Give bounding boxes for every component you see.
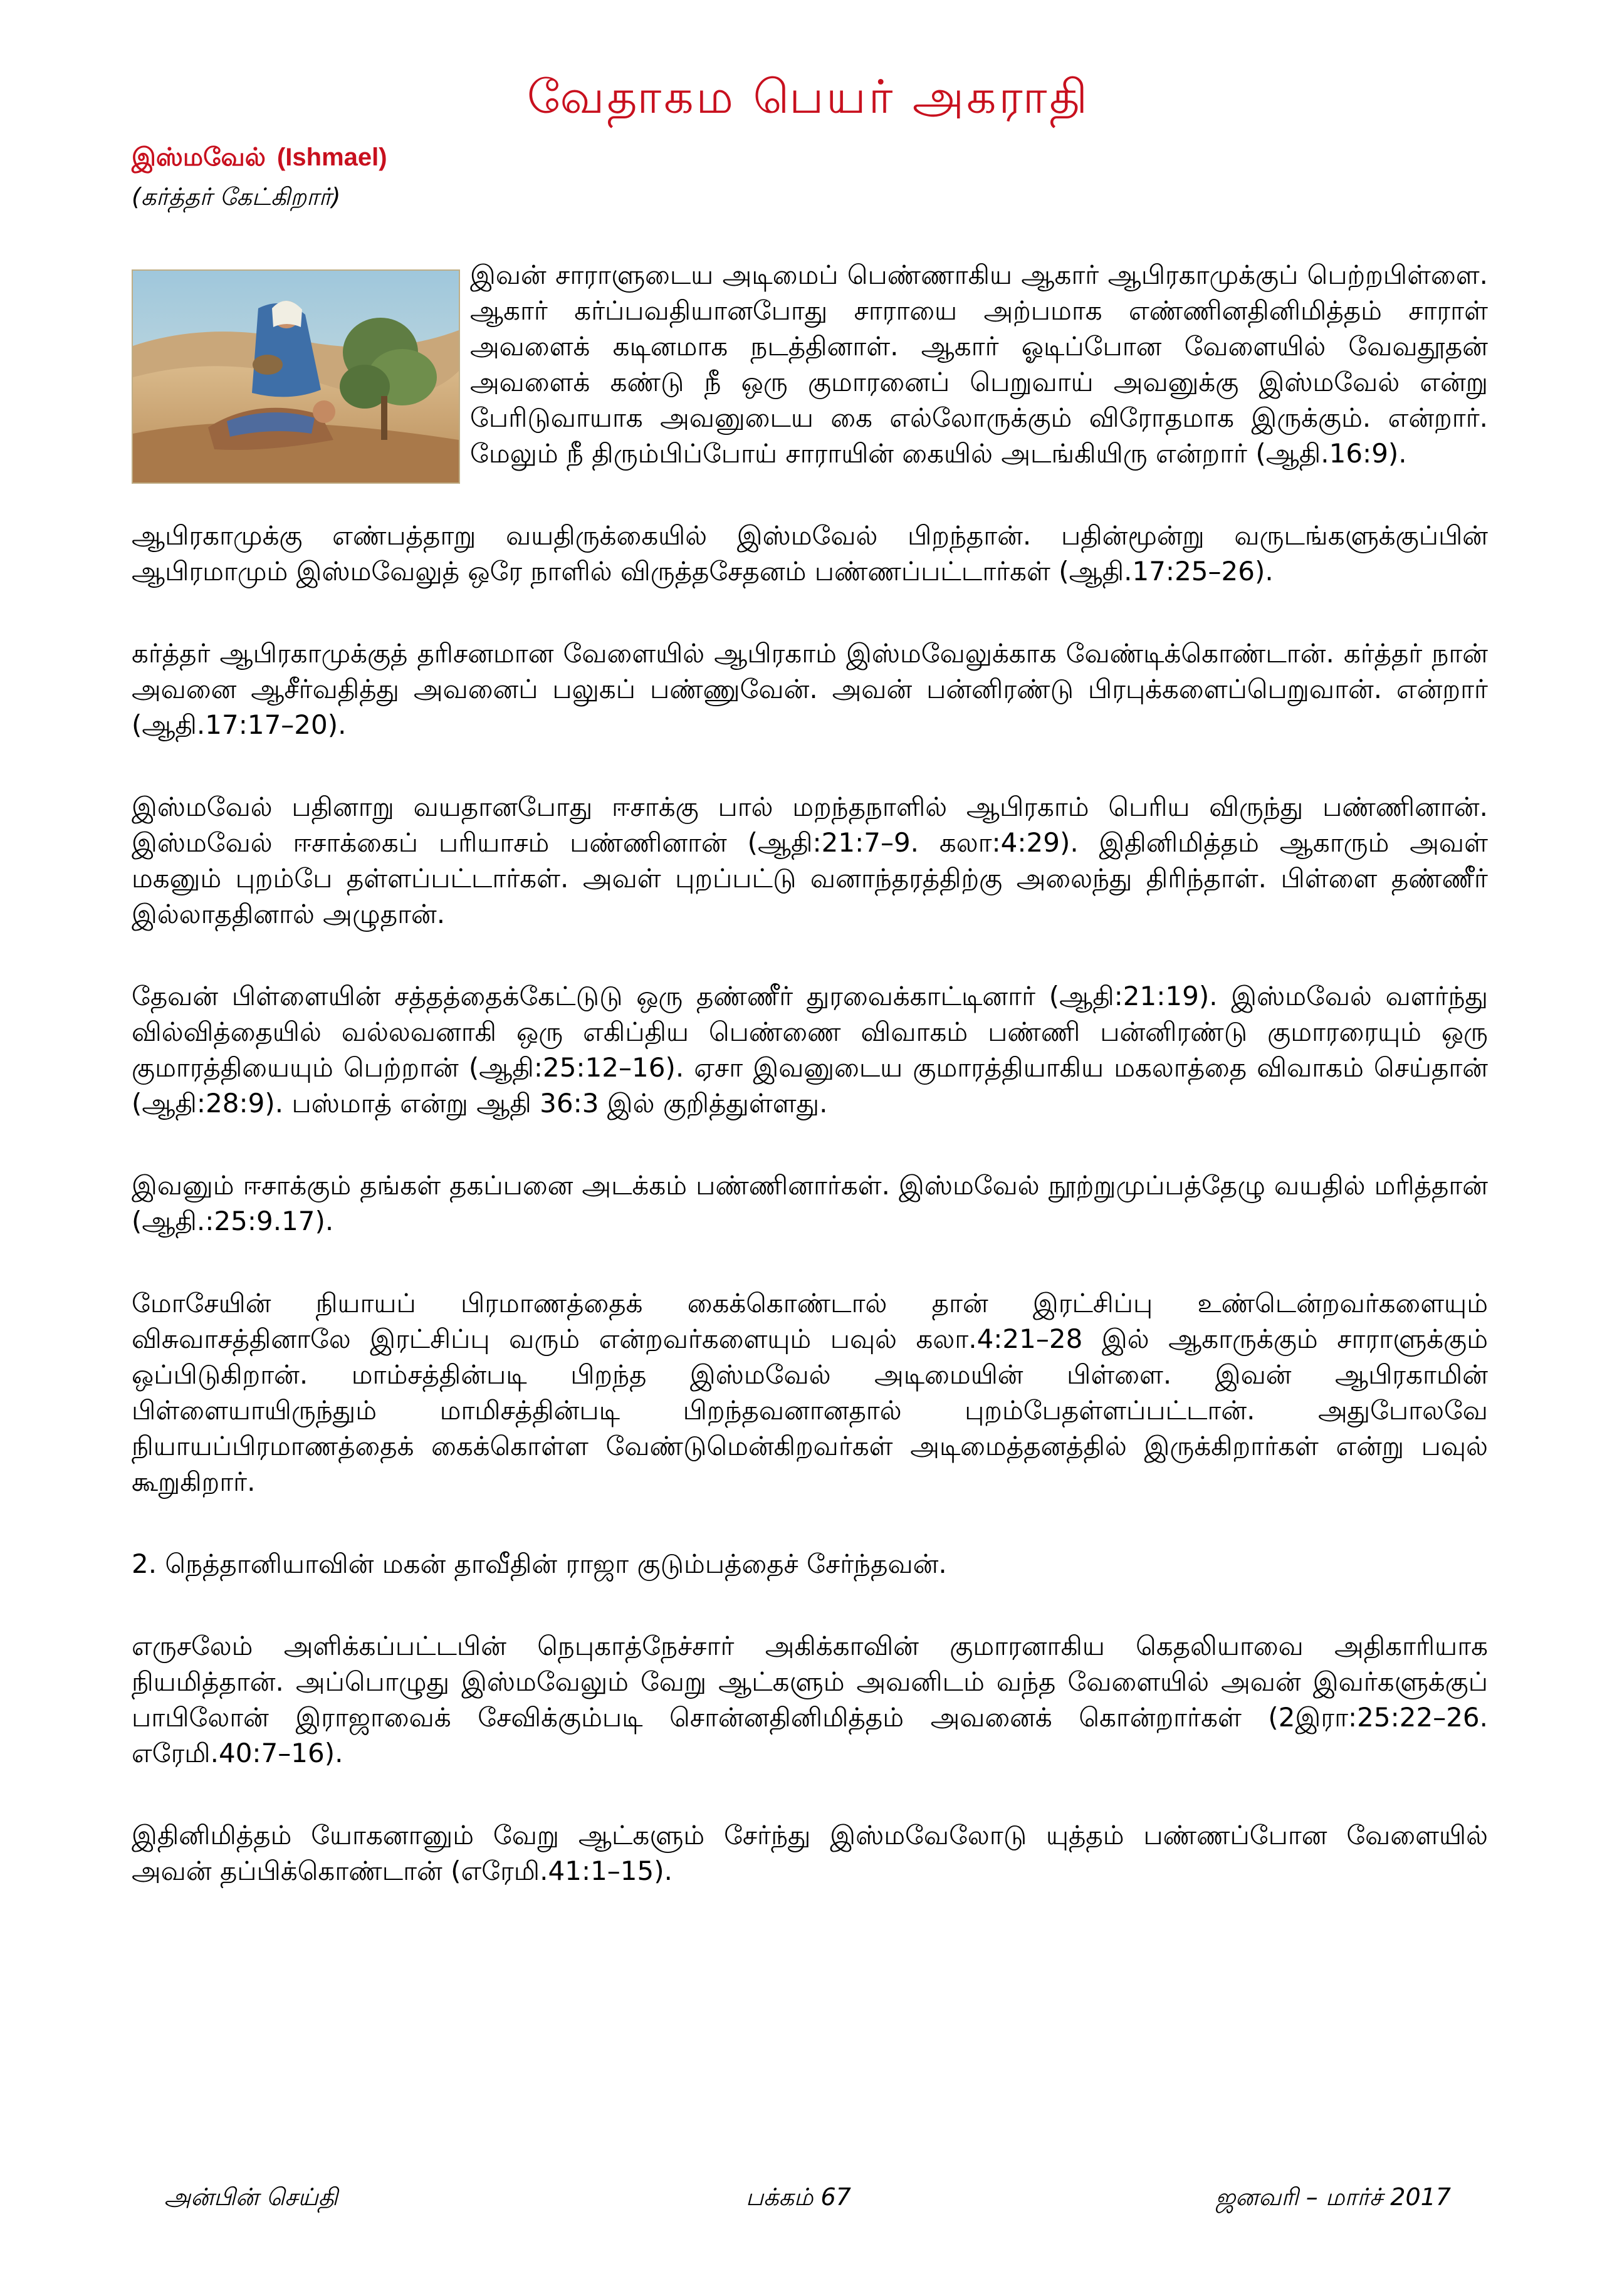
- paragraph-death: இவனும் ஈசாக்கும் தங்கள் தகப்பனை அடக்கம் பண்ணினார்கள். இஸ்மவேல் நூற்றுமுப்பத்தேழு வயதில் மரித்தான் (ஆதி.:25:9.17).: [132, 1170, 1488, 1236]
- article-body: [132, 257, 1488, 1935]
- paragraph-intro: இவன் சாராளுடைய அடிமைப் பெண்ணாகிய ஆகார் ஆபிரகாமுக்குப் பெற்றபிள்ளை. ஆகார் கர்ப்பவதியானபோது சாராயை அற்பமாக எண்ணினதினிமித்தம் சாராள் அவளைக் கடினமாக நடத்தினாள். ஆகார் ஓடிப்போன வேளையில் வேவதூதன் அவளைக் கண்டு நீ ஒரு குமாரனைப் பெறுவாய் அவனுக்கு இஸ்மவேல் என்று பேரிடுவாயாக அவனுடைய கை எல்லோருக்கும் விரோதமாக இருக்கும். என்றார். மேலும் நீ திரும்பிப்போய் சாராயின் கையில் அடங்கியிரு என்றார் (ஆதி.16:9).: [470, 259, 1488, 469]
- paragraph-gedaliah: எருசலேம் அளிக்கப்பட்டபின் நெபுகாத்நேச்சார் அகிக்காவின் குமாரனாகிய கெதலியாவை அதிகாரியாக நியமித்தான். அப்பொழுது இஸ்மவேலும் வேறு ஆட்களும் அவனிடம் வந்த வேளையில் அவன் இவர்களுக்குப் பாபிலோன் இராஜாவைக் சேவிக்கும்படி சொன்னதினிமித்தம் அவனைக் கொன்றார்கள் (2இரா:25:22–26. எரேமி.40:7–16).: [132, 1631, 1488, 1768]
- footer-page-number: பக்கம் 67: [746, 2183, 851, 2211]
- entry-name-english: (Ishmael): [276, 144, 387, 171]
- footer-issue-date: ஜனவரி – மார்ச் 2017: [1215, 2183, 1451, 2211]
- paragraph-johanan: இதினிமித்தம் யோகனானும் வேறு ஆட்களும் சேர்ந்து இஸ்மவேலோடு யுத்தம் பண்ணப்போன வேளையில் அவன் தப்பிக்கொண்டான் (எரேமி.41:1–15).: [132, 1820, 1488, 1886]
- paragraph-feast: இஸ்மவேல் பதினாறு வயதானபோது ஈசாக்கு பால் மறந்தநாளில் ஆபிரகாம் பெரிய விருந்து பண்ணினான். இஸ்மவேல் ஈசாக்கைப் பரியாசம் பண்ணினான் (ஆதி:21:7–9. கலா:4:29). இதினிமித்தம் ஆகாரும் அவள் மகனும் புறம்பே தள்ளப்பட்டார்கள். அவள் புறப்பட்டு வனாந்தரத்திற்கு அலைந்து திரிந்தாள். பிள்ளை தண்ணீர் இல்லாததினால் அழுதான்.: [132, 791, 1488, 929]
- paragraph-second-ishmael: 2. நெத்தானியாவின் மகன் தாவீதின் ராஜா குடும்பத்தைச் சேர்ந்தவன்.: [132, 1548, 947, 1579]
- paragraph-birth: ஆபிரகாமுக்கு எண்பத்தாறு வயதிருக்கையில் இஸ்மவேல் பிறந்தான். பதின்மூன்று வருடங்களுக்குப்பின் ஆபிரமாமும் இஸ்மவேலுத் ஒரே நாளில் விருத்தசேதனம் பண்ணப்பட்டார்கள் (ஆதி.17:25–26).: [132, 520, 1488, 587]
- paragraph-blessing: கர்த்தர் ஆபிரகாமுக்குத் தரிசனமான வேளையில் ஆபிரகாம் இஸ்மவேலுக்காக வேண்டிக்கொண்டான். கர்த்தர் நான் அவனை ஆசீர்வதித்து அவனைப் பலுகப் பண்ணுவேன். அவன் பன்னிரண்டு பிரபுக்களைப்பெறுவான். என்றார் (ஆதி.17:17–20).: [132, 638, 1488, 740]
- entry-name-tamil: இஸ்மவேல்: [132, 143, 266, 172]
- page-title: வேதாகம பெயர் அகராதி: [526, 70, 1090, 124]
- footer-publication: அன்பின் செய்தி: [164, 2183, 338, 2211]
- page-footer: [0, 2183, 1617, 2221]
- entry-heading: [132, 143, 387, 175]
- entry-meaning: (கர்த்தர் கேட்கிறார்): [132, 183, 341, 211]
- figure-spacer: [132, 257, 470, 504]
- paragraph-galatians: மோசேயின் நியாயப் பிரமாணத்தைக் கைக்கொண்டால் தான் இரட்சிப்பு உண்டென்றவர்களையும் விசுவாசத்தினாலே இரட்சிப்பு வரும் என்றவர்களையும் பவுல் கலா.4:21–28 இல் ஆகாருக்கும் சாராளுக்கும் ஒப்பிடுகிறான். மாம்சத்தின்படி பிறந்த இஸ்மவேல் அடிமையின் பிள்ளை. இவன் ஆபிரகாமின் பிள்ளையாயிருந்தும் மாமிசத்தின்படி பிறந்தவனானதால் புறம்பேதள்ளப்பட்டான். அதுபோலவே நியாயப்பிரமாணத்தைக் கைக்கொள்ள வேண்டுமென்கிறவர்கள் அடிமைத்தனத்தில் இருக்கிறார்கள் என்று பவுல் கூறுகிறார்.: [132, 1288, 1488, 1497]
- paragraph-well: தேவன் பிள்ளையின் சத்தத்தைக்கேட்டுடு ஒரு தண்ணீர் துரவைக்காட்டினார் (ஆதி:21:19). இஸ்மவேல் வளர்ந்து வில்வித்தையில் வல்லவனாகி ஒரு எகிப்திய பெண்ணை விவாகம் பண்ணி பன்னிரண்டு குமாரரையும் ஒரு குமாரத்தியையும் பெற்றான் (ஆதி:25:12–16). ஏசா இவனுடைய குமாரத்தியாகிய மகலாத்தை விவாகம் செய்தான் (ஆதி:28:9). பஸ்மாத் என்று ஆதி 36:3 இல் குறித்துள்ளது.: [132, 981, 1488, 1119]
